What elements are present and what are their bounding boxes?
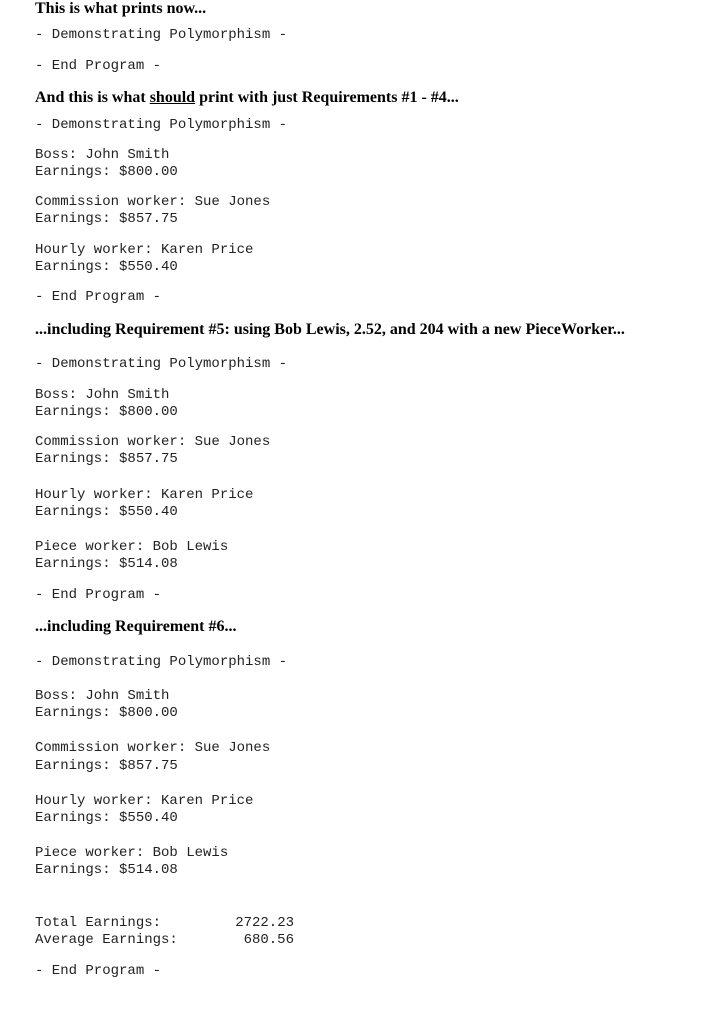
hourly-name: Hourly worker: Karen Price — [35, 242, 254, 258]
hourly-name: Hourly worker: Karen Price — [35, 487, 254, 503]
boss-earnings: Earnings: $800.00 — [35, 404, 178, 420]
boss-name: Boss: John Smith — [35, 387, 170, 403]
demo-line: - Demonstrating Polymorphism - — [35, 117, 288, 133]
piece-earnings: Earnings: $514.08 — [35, 556, 178, 572]
demo-line: - Demonstrating Polymorphism - — [35, 27, 288, 43]
end-line: - End Program - — [35, 289, 162, 305]
piece-earnings: Earnings: $514.08 — [35, 862, 178, 878]
commission-earnings: Earnings: $857.75 — [35, 758, 178, 774]
total-earnings-value: 2722.23 — [235, 915, 294, 931]
average-earnings-label: Average Earnings: — [35, 932, 178, 948]
commission-earnings: Earnings: $857.75 — [35, 451, 178, 467]
commission-name: Commission worker: Sue Jones — [35, 740, 271, 756]
end-line: - End Program - — [35, 963, 162, 979]
heading-suffix: print with just Requirements #1 - #4... — [195, 89, 459, 106]
heading-prefix: And this is what — [35, 89, 150, 106]
section-4-heading: ...including Requirement #6... — [35, 618, 237, 635]
section-3-heading: ...including Requirement #5: using Bob Lewis, 2.52, and 204 with a new PieceWorker... — [35, 321, 625, 338]
piece-name: Piece worker: Bob Lewis — [35, 845, 229, 861]
end-line: - End Program - — [35, 58, 162, 74]
end-line: - End Program - — [35, 587, 162, 603]
hourly-earnings: Earnings: $550.40 — [35, 259, 178, 275]
commission-earnings: Earnings: $857.75 — [35, 211, 178, 227]
average-earnings-value: 680.56 — [243, 932, 294, 948]
section-1-heading: This is what prints now... — [35, 0, 207, 17]
hourly-earnings: Earnings: $550.40 — [35, 504, 178, 520]
commission-name: Commission worker: Sue Jones — [35, 434, 271, 450]
heading-emphasis: should — [149, 89, 196, 106]
boss-earnings: Earnings: $800.00 — [35, 164, 178, 180]
demo-line: - Demonstrating Polymorphism - — [35, 356, 288, 372]
boss-name: Boss: John Smith — [35, 147, 170, 163]
piece-name: Piece worker: Bob Lewis — [35, 539, 229, 555]
commission-name: Commission worker: Sue Jones — [35, 194, 271, 210]
section-2-heading — [35, 89, 459, 107]
demo-line: - Demonstrating Polymorphism - — [35, 654, 288, 670]
hourly-earnings: Earnings: $550.40 — [35, 810, 178, 826]
boss-earnings: Earnings: $800.00 — [35, 705, 178, 721]
hourly-name: Hourly worker: Karen Price — [35, 793, 254, 809]
total-earnings-label: Total Earnings: — [35, 915, 162, 931]
boss-name: Boss: John Smith — [35, 688, 170, 704]
